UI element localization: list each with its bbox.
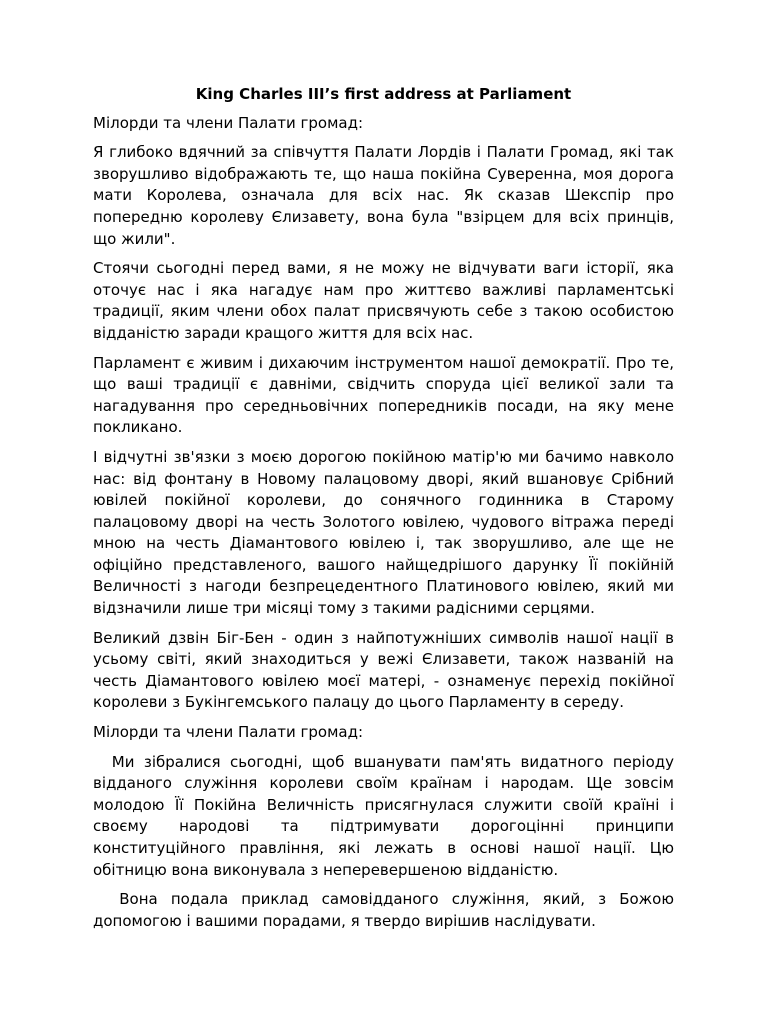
paragraph-salutation: Мілорди та члени Палати громад:	[93, 723, 363, 742]
paragraph: Ми зібралися сьогодні, щоб вшанувати пам'ять видатного періоду відданого служіння королеви своїм країнам і народам. Ще зовсім молодою Її Покійна Величність присягнулася служити своїй країні і своєму народові та підтримувати дорогоцінні принципи конституційного правління, які лежать в основі нашої нації. Цю обітницю вона виконувала з неперевершеною відданістю.	[93, 752, 679, 879]
paragraph: Великий дзвін Біг-Бен - один з найпотужніших символів нашої нації в усьому світі, який знаходиться у вежі Єлизавети, також названій на честь Діамантового ювілею моєї матері, - ознаменує перехід покійної королеви з Букінгемського палацу до цього Парламенту в середу.	[93, 628, 674, 712]
paragraph: Я глибоко вдячний за співчуття Палати Лордів і Палати Громад, які так зворушливо відображають те, що наша покійна Суверенна, моя дорога мати Королева, означала для всіх нас. Як сказав Шекспір про попередню королеву Єлизавету, вона була "взірцем для всіх принців, що жили".	[93, 143, 674, 248]
paragraph: І відчутні зв'язки з моєю дорогою покійною матір'ю ми бачимо навколо нас: від фонтану в Новому палацовому дворі, який вшановує Срібний ювілей покійної королеви, до сонячного годинника в Старому палацовому дворі на честь Золотого ювілею, чудового вітража переді мною на честь Діамантового ювілею і, так зворушливо, але ще не офіційно представленого, вашого найщедрішого дарунку Її покійній Величності з нагоди безпрецедентного Платинового ювілею, який ми відзначили лише три місяці тому з такими радісними серцями.	[93, 447, 674, 618]
paragraph: Стоячи сьогодні перед вами, я не можу не відчувати ваги історії, яка оточує нас і яка нагадує нам про життєво важливі парламентські традиції, яким члени обох палат присвячують себе з такою особистою відданістю заради кращого життя для всіх нас.	[93, 259, 674, 342]
document-page	[93, 84, 679, 940]
paragraph: Парламент є живим і дихаючим інструментом нашої демократії. Про те, що ваші традиції є давніми, свідчить споруда цієї великої зали та нагадування про середньовічних попередників посади, на яку мене покликано.	[93, 353, 674, 437]
document-title: King Charles III’s first address at Parliament	[195, 85, 572, 103]
paragraph-salutation: Мілорди та члени Палати громад:	[93, 113, 363, 132]
paragraph: Вона подала приклад самовідданого служіння, який, з Божою допомогою і вашими порадами, я твердо вирішив наслідувати.	[93, 890, 679, 930]
